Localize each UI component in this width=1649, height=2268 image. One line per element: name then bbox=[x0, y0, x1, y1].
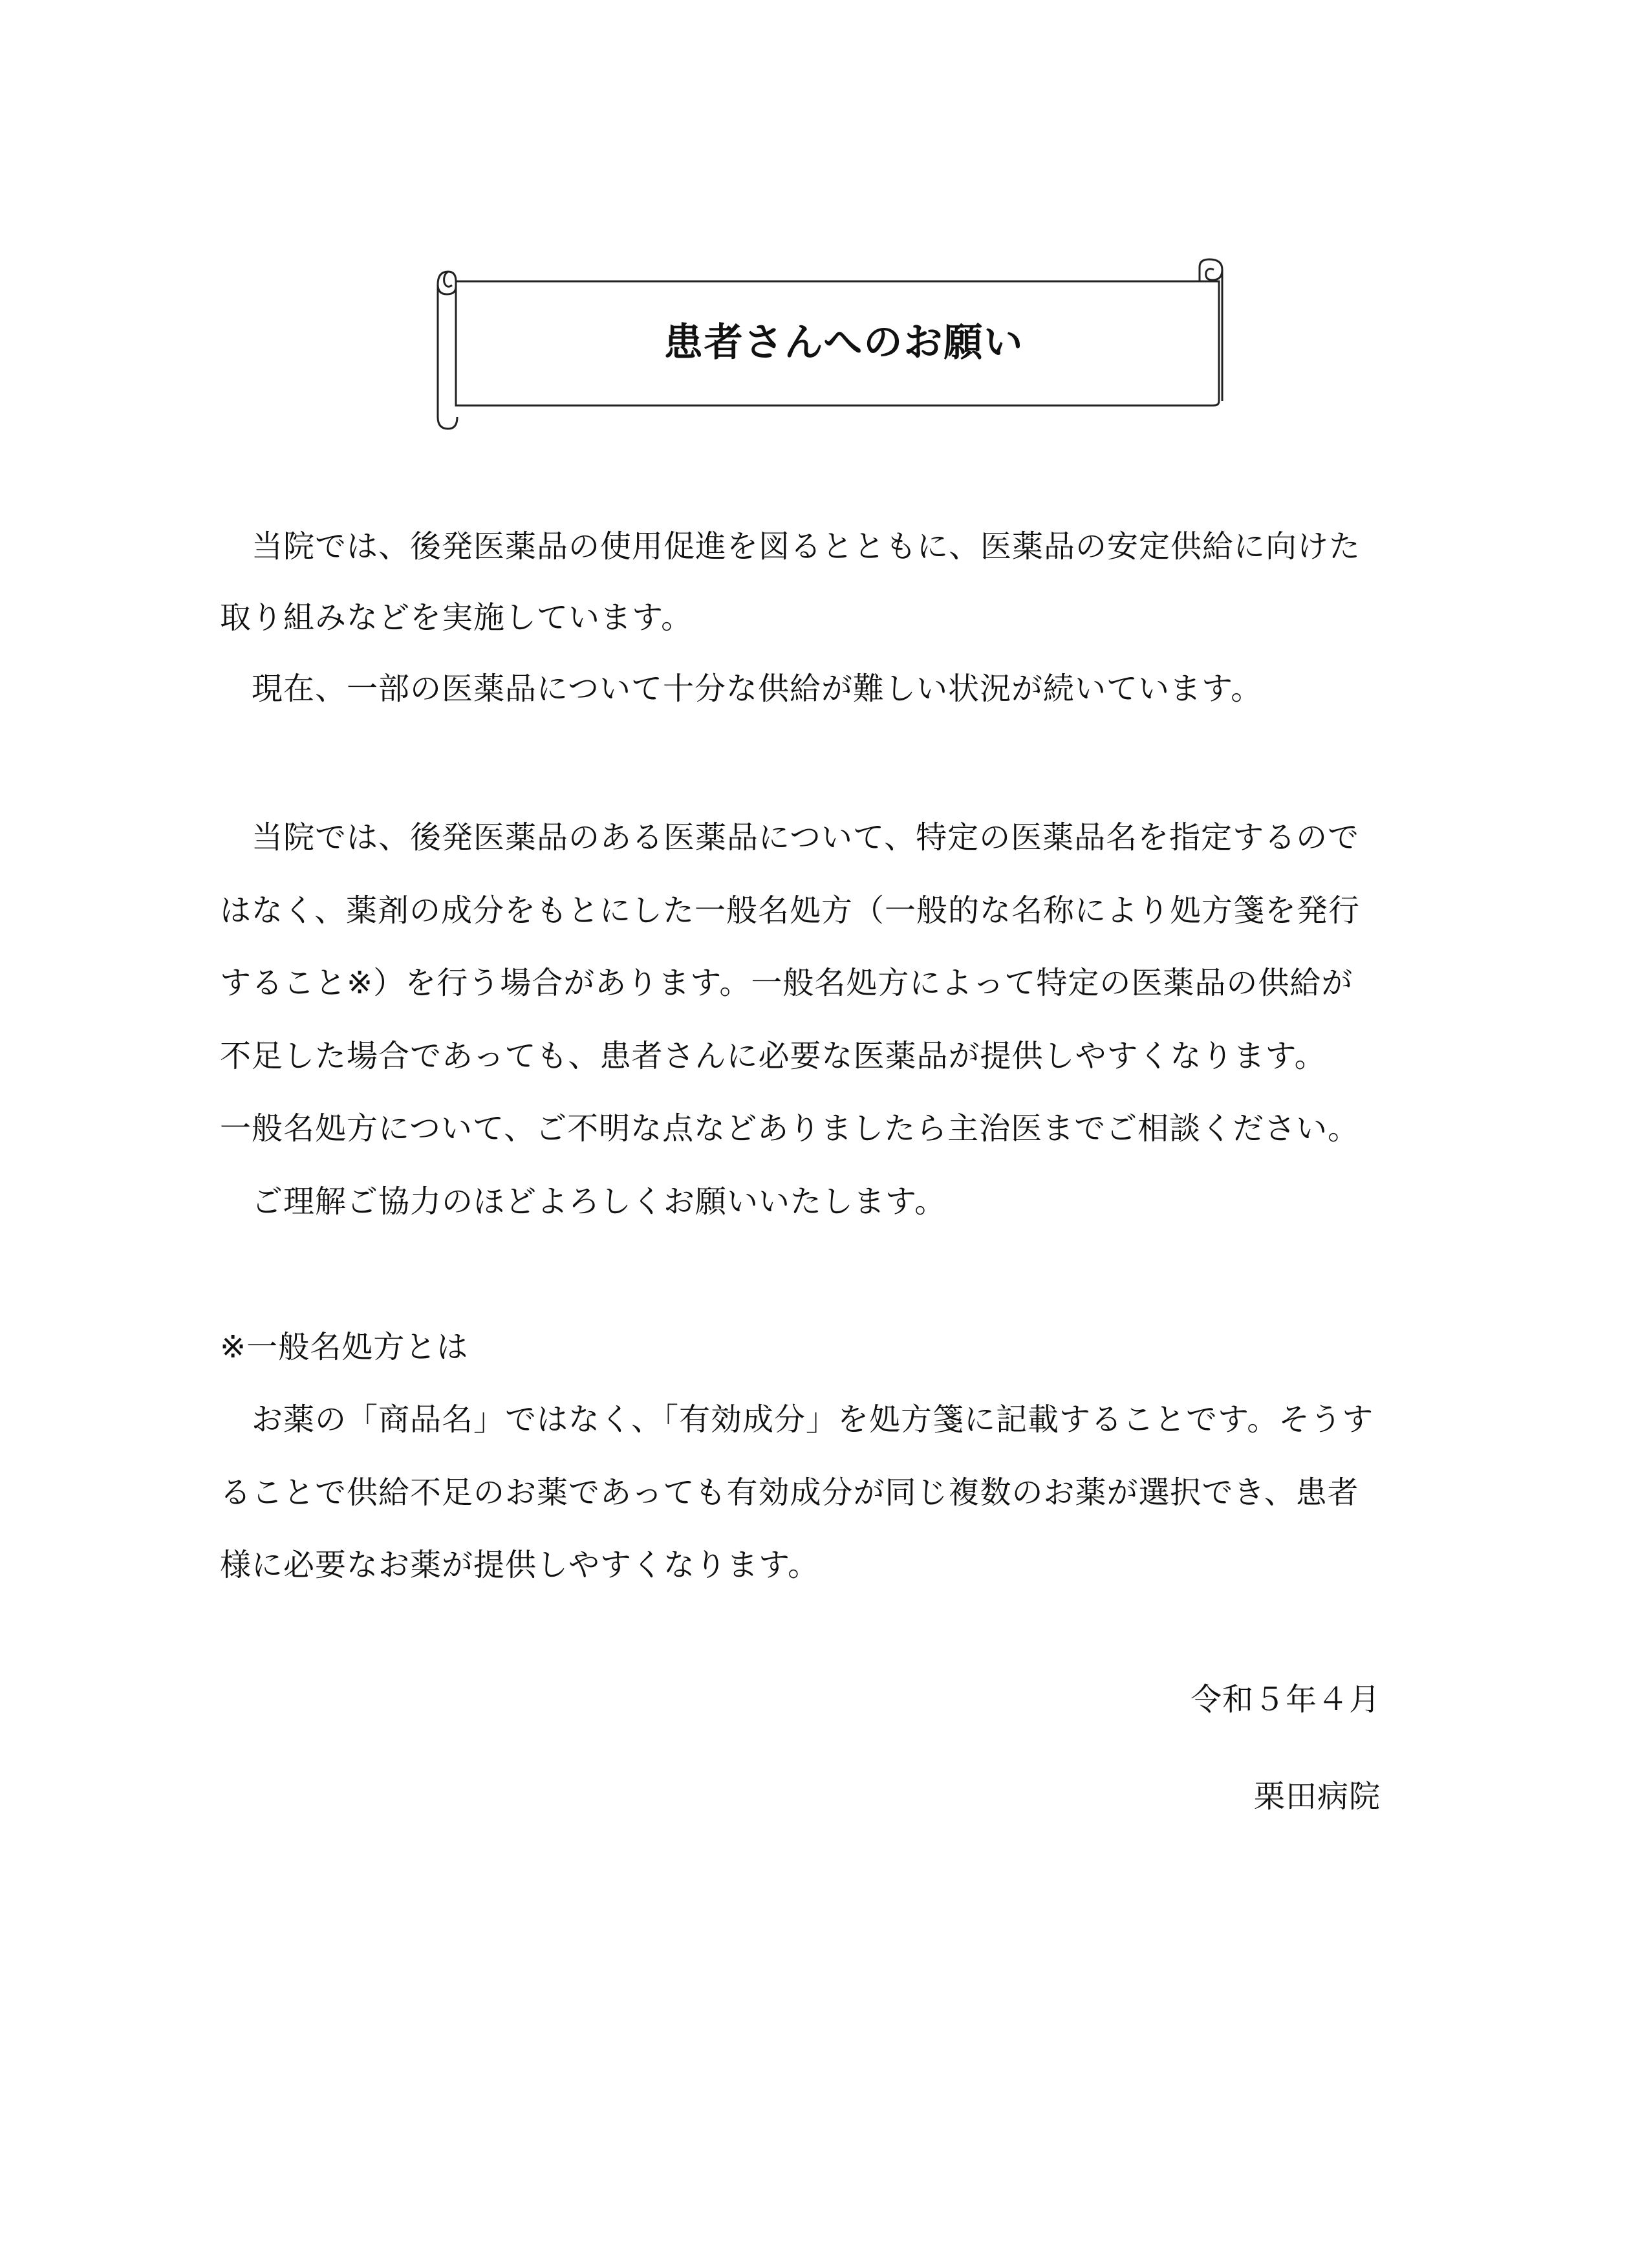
paragraph2-line: はなく、薬剤の成分をもとにした一般名処方（一般的な名称により処方箋を発行 bbox=[220, 892, 1361, 929]
note-heading: ※一般名処方とは bbox=[220, 1329, 469, 1365]
paragraph2-line: 一般名処方について、ご不明な点などありましたら主治医までご相談ください。 bbox=[220, 1110, 1360, 1147]
note-line: 様に必要なお薬が提供しやすくなります。 bbox=[220, 1547, 820, 1583]
hospital-name: 栗田病院 bbox=[1253, 1778, 1381, 1815]
paragraph2-line: すること※）を行う場合があります。一般名処方によって特定の医薬品の供給が bbox=[220, 965, 1353, 1001]
paragraph2-line: 当院では、後発医薬品のある医薬品について、特定の医薬品名を指定するので bbox=[220, 819, 1360, 856]
paragraph2-line: ご理解ご協力のほどよろしくお願いいたします。 bbox=[220, 1183, 947, 1220]
note-line: ることで供給不足のお薬であっても有効成分が同じ複数のお薬が選択でき、患者 bbox=[220, 1474, 1359, 1511]
paragraph1-line: 当院では、後発医薬品の使用促進を図るとともに、医薬品の安定供給に向けた bbox=[220, 528, 1361, 565]
issue-date: 令和５年４月 bbox=[1190, 1681, 1381, 1718]
note-line: お薬の「商品名」ではなく、「有効成分」を処方箋に記載することです。そうす bbox=[220, 1401, 1374, 1438]
paragraph1-line: 現在、一部の医薬品について十分な供給が難しい状況が続いています。 bbox=[220, 671, 1263, 707]
paragraph1-line: 取り組みなどを実施しています。 bbox=[220, 599, 693, 636]
page-title: 患者さんへのお願い bbox=[663, 320, 1024, 365]
title-scroll-banner bbox=[430, 255, 1251, 430]
paragraph2-line: 不足した場合であっても、患者さんに必要な医薬品が提供しやすくなります。 bbox=[220, 1038, 1326, 1074]
